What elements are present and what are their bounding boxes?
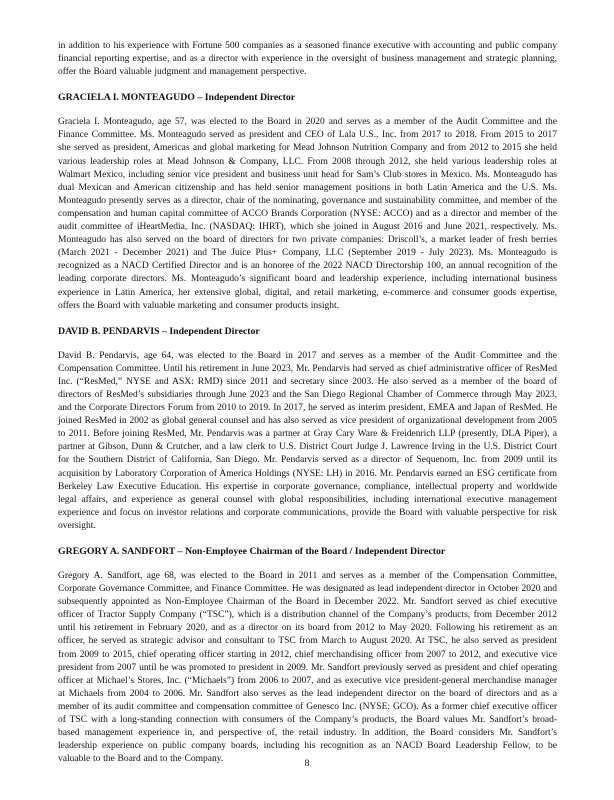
- director-heading-monteagudo: GRACIELA I. MONTEAGUDO – Independent Director: [58, 92, 296, 104]
- director-bio-pendarvis: David B. Pendarvis, age 64, was elected to the Board in 2017 and serves as a member of the Audit Committee and the Compensation Committee. Until his retirement in June 2023, Mr. Pendarvis had served as chief administrative officer of ResMed Inc. (“ResMed,” NYSE and ASX: RMD) since 2011 and secretary since 2003. He also served as a member of the board of directors of ResMed’s subsidiaries through June 2023 and the San Diego Regional Chamber of Commerce through May 2023, and the Corporate Directors Forum from 2010 to 2019. In 2017, he served as interim president, EMEA and Japan of ResMed. He joined ResMed in 2002 as global general counsel and has also served as vice president of organizational development from 2005 to 2011. Before joining ResMed, Mr. Pendarvis was a partner at Gray Cary Ware & Freidenrich LLP (presently, DLA Piper), a partner at Gibson, Dunn & Crutcher, and a law clerk to U.S. District Court Judge J. Lawrence Irving in the U.S. District Court for the Southern District of California, San Diego. Mr. Pendarvis served as a director of Sequenom, Inc. from 2009 until its acquisition by Laboratory Corporation of America Holdings (NYSE: LH) in 2016. Mr. Pendarvis earned an ESG certificate from Berkeley Law Executive Education. His expertise in corporate governance, compliance, intellectual property and worldwide legal affairs, and experience as general counsel with global responsibilities, including international executive management experience and focus on investor relations and corporate communications, provide the Board with valuable perspective for risk oversight.: [58, 350, 557, 531]
- director-bio-monteagudo: Graciela I. Monteagudo, age 57, was elected to the Board in 2020 and serves as a member of the Audit Committee and the Finance Committee. Ms. Monteagudo served as president and CEO of Lala U.S., Inc. from 2017 to 2018. From 2015 to 2017 she served as president, Americas and global marketing for Mead Johnson Nutrition Company and from 2012 to 2015 she held various leadership roles at Mead Johnson & Company, LLC. From 2008 through 2012, she held various leadership roles at Walmart Mexico, including senior vice president and business unit head for Sam’s Club stores in Mexico. Ms. Monteagudo has dual Mexican and American citizenship and has held senior management positions in both Latin America and the U.S. Ms. Monteagudo presently serves as a director, chair of the nominating, governance and sustainability committee, and member of the compensation and human capital committee of ACCO Brands Corporation (NYSE: ACCO) and as a director and member of the audit committee of iHeartMedia, Inc. (NASDAQ: IHRT), which she joined in August 2016 and June 2021, respectively. Ms. Monteagudo has also served on the board of directors for two private companies: Driscoll’s, a market leader of fresh berries (March 2021 - December 2021) and The Juice Plus+ Company, LLC (September 2019 - July 2023). Ms. Monteagudo is recognized as a NACD Certified Director and is an honoree of the 2022 NACD Directorship 100, an annual recognition of the leading corporate directors. Ms. Monteagudo’s significant board and leadership experience, including international business experience in Latin America, her extensive global, digital, and retail marketing, e-commerce and consumer goods expertise, offers the Board with valuable marketing and consumer products insight.: [58, 117, 557, 311]
- intro-paragraph: in addition to his experience with Fortune 500 companies as a seasoned finance executive with accounting and public company financial reporting expertise, and as a director with experience in the oversight of business management and strategic planning, offer the Board valuable judgment and management perspective.: [58, 41, 557, 78]
- director-heading-sandfort: GREGORY A. SANDFORT – Non-Employee Chairman of the Board / Independent Director: [58, 546, 446, 557]
- director-bio-sandfort: Gregory A. Sandfort, age 68, was elected to the Board in 2011 and serves as a member of the Compensation Committee, Corporate Governance Committee, and Finance Committee. He was designated as lead independent director in October 2020 and subsequently appointed as Non-Employee Chairman of the Board in December 2022. Mr. Sandfort served as chief executive officer of Tractor Supply Company (“TSC”), which is a distribution channel of the Company’s products, from December 2012 until his retirement in February 2020, and as a director on its board from 2012 to May 2020. Following his retirement as an officer, he served as strategic advisor and consultant to TSC from March to August 2020. At TSC, he also served as president from 2009 to 2015, chief operating officer starting in 2012, chief merchandising officer from 2007 to 2012, and executive vice president from 2007 until he was promoted to president in 2009. Mr. Sandfort previously served as president and chief operating officer at Michael’s Stores, Inc. (“Michaels”) from 2006 to 2007, and as executive vice president-general merchandise manager at Michaels from 2004 to 2006. Mr. Sandfort also serves as the lead independent director on the board of directors and as a member of its audit committee and compensation committee of Genesco Inc. (NYSE: GCO). As a former chief executive officer of TSC with a long-standing connection with consumers of the Company’s products, the Board values Mr. Sandfort’s broad-based management experience in, and perspective of, the retail industry. In addition, the Board considers Mr. Sandfort’s leadership experience on public company boards, including his recognition as an NACD Board Leadership Fellow, to be valuable to the Board and to the Company.: [58, 571, 557, 765]
- page-content: [58, 40, 557, 778]
- page-number: 8: [304, 758, 310, 769]
- director-heading-pendarvis: DAVID B. PENDARVIS – Independent Director: [58, 325, 260, 337]
